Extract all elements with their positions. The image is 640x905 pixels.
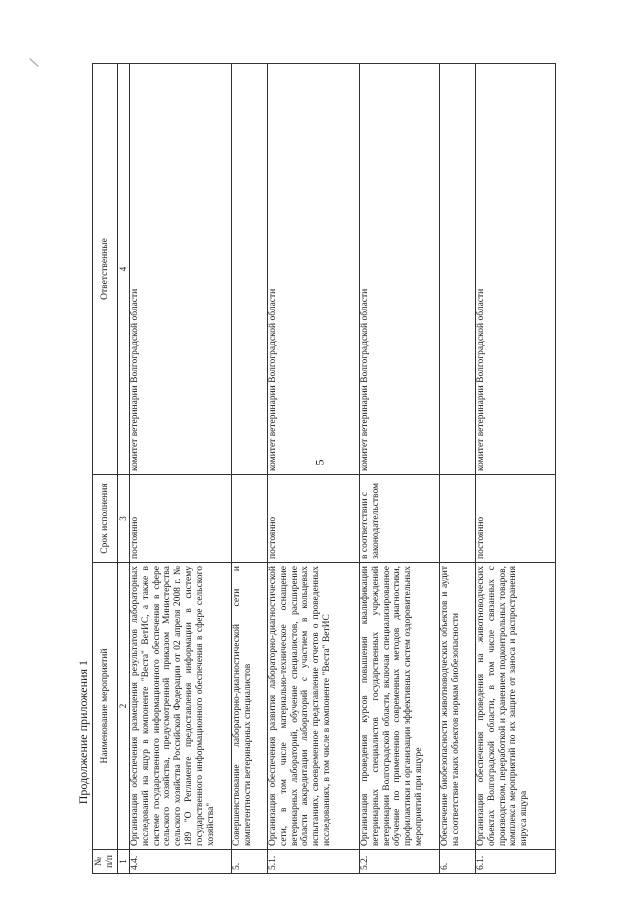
row-num: 5.1. [268,850,360,874]
row-term: в соответствии с законодательством [360,475,440,563]
column-number: 1 [118,850,130,874]
row-measure: Обеспечение биобезопасности животноводческих объектов и аудит на соответствие таких объектов нормам биобезопасности [440,563,476,850]
column-number: 3 [118,475,130,563]
row-measure: Совершенствование лабораторно-диагностической сети и компетентности ветеринарных специалистов [232,563,268,850]
table-header-row [93,64,118,874]
header-measure: Наименование мероприятий [93,563,118,850]
row-measure: Организация обеспечения проведения на животноводческих объектах Волгоградской области, в том числе связанных с производством, переработкой и хранением подконтрольных товаров, комплекса мероприятий по их защите от заноса и распространения вируса ящура [476,563,556,850]
table-row [268,64,360,874]
column-number: 4 [118,64,130,475]
row-term: постоянно [130,475,232,563]
row-responsible [440,64,476,475]
row-num: 6.1. [476,850,556,874]
column-number-row [118,64,130,874]
row-num: 5.2. [360,850,440,874]
table-row [360,64,440,874]
row-responsible: комитет ветеринарии Волгоградской области [360,64,440,475]
page-number: 5 [312,459,327,466]
row-term [232,475,268,563]
table-row [130,64,232,874]
table-row [440,64,476,874]
row-term: постоянно [476,475,556,563]
row-num: 6. [440,850,476,874]
measures-table [92,63,556,874]
header-responsible: Ответственные [93,64,118,475]
row-responsible: комитет ветеринарии Волгоградской области [130,64,232,475]
row-responsible [232,64,268,475]
rotated-table-container [92,64,556,874]
appendix-continuation-note: Продолжение приложения 1 [76,660,90,805]
row-responsible: комитет ветеринарии Волгоградской области [476,64,556,475]
column-number: 2 [118,563,130,850]
table-row [232,64,268,874]
table-row [476,64,556,874]
header-num: № п/п [93,850,118,874]
row-measure: Организация обеспечения размещения результатов лабораторных исследований на ящур в компоненте "Веста" ВетИС, а также в системе государственного информационного обеспечения в сфере сельского хозяйства, предусмотренной приказом Министерства сельского хозяйства Российской Федерации от 02 апреля 2008 г. № 189 "О Регламенте предоставления информации в систему государственного информационного обеспечения в сфере сельского хозяйства" [130,563,232,850]
row-num: 4.4. [130,850,232,874]
row-measure: Организация проведения курсов повышения квалификации ветеринарных специалистов государственных учреждений ветеринарии Волгоградской области, включая специализированное обучение по применению современных методов диагностики, профилактики и организации эффективных систем оздоровительных мероприятий при ящуре [360,563,440,850]
row-responsible: комитет ветеринарии Волгоградской области [268,64,360,475]
row-measure: Организация обеспечения развития лабораторно-диагностической сети, в том числе материально-техническое оснащение ветеринарных лабораторий, обучение специалистов, расширение области аккредитации лабораторий с участием в кольцевых испытаниях, своевременное представление отчетов о проведенных исследованиях, в том числе в компоненте "Веста" ВетИС [268,563,360,850]
row-term [440,475,476,563]
header-term: Срок исполнения [93,475,118,563]
scan-mark [29,58,39,67]
row-num: 5. [232,850,268,874]
row-term: постоянно [268,475,360,563]
